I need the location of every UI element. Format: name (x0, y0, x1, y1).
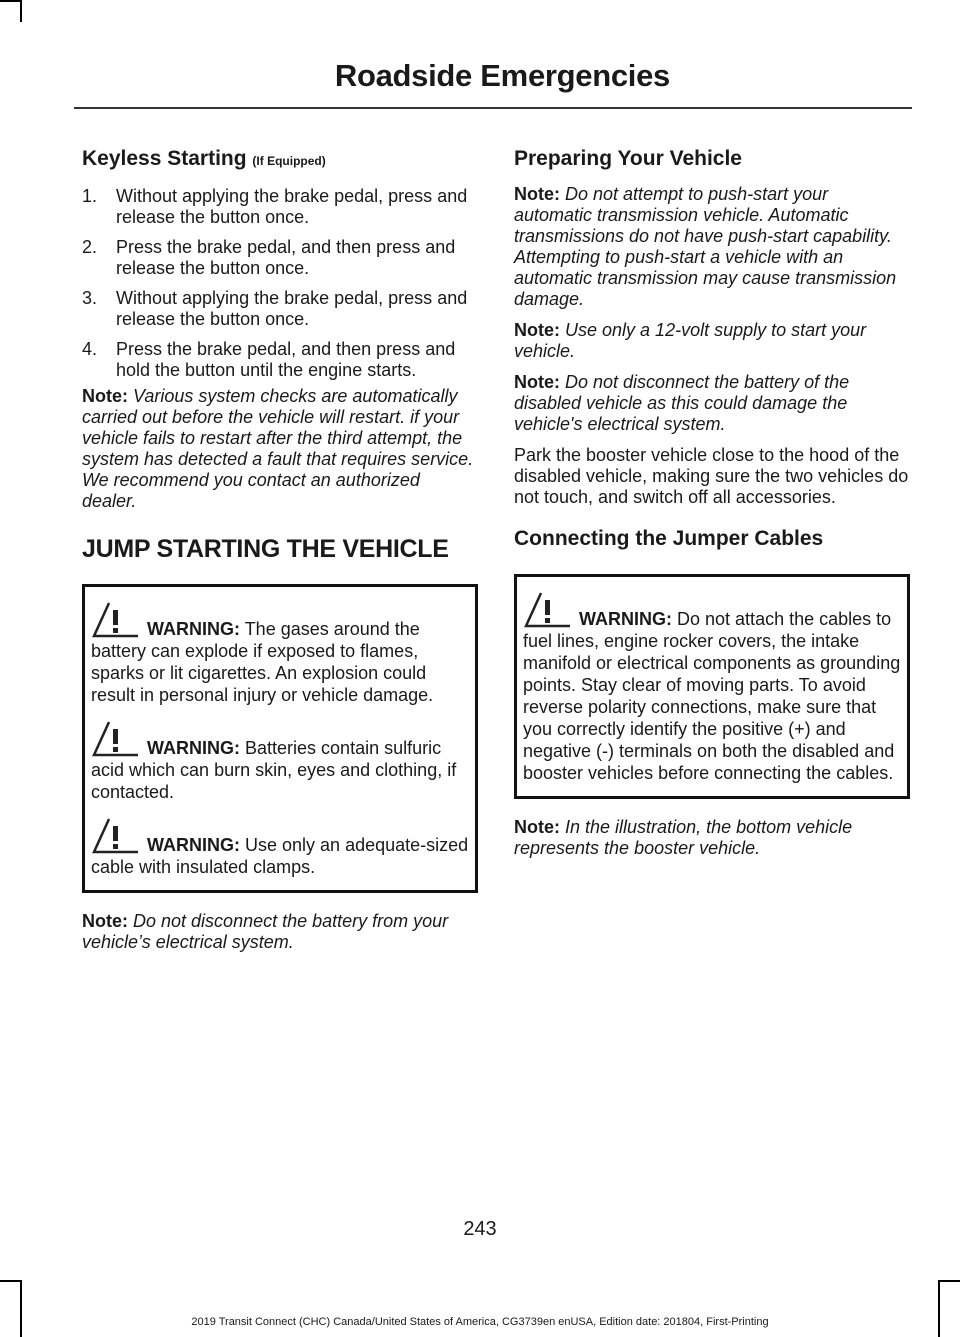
keyless-title: Keyless Starting (82, 147, 247, 170)
note-paragraph: Note: Use only a 12-volt supply to start your vehicle. (514, 320, 867, 361)
page-title: Roadside Emergencies (334, 58, 670, 93)
warning-icon (91, 720, 141, 758)
list-item: 4. Press the brake pedal, and then press and hold the button until the engine starts. (82, 339, 456, 380)
note-paragraph: Note: Various system checks are automatically carried out before the vehicle will restart. if your vehicle fails to restart after the third attempt, the system has detected a fault that requires service. We recommend you contact an authorized dealer. (82, 386, 474, 511)
crop-mark (20, 0, 22, 22)
keyless-qualifier: (If Equipped) (252, 154, 326, 168)
warning-item: WARNING: The gases around the battery can explode if exposed to flames, sparks or lit cigarettes. An explosion could result in personal injury or vehicle damage. (91, 601, 469, 706)
footer-text: 2019 Transit Connect (CHC) Canada/United States of America, CG3739en enUSA, Edition date: 201804, First-Printing (191, 1316, 769, 1328)
body-paragraph: Park the booster vehicle close to the hood of the disabled vehicle, making sure the two vehicles do not touch, and switch off all accessories. (514, 445, 909, 507)
connecting-cables-heading: Connecting the Jumper Cables (514, 527, 824, 550)
crop-mark (938, 1280, 940, 1337)
header-divider (74, 107, 912, 109)
note-paragraph: Note: Do not disconnect the battery from your vehicle’s electrical system. (82, 911, 449, 952)
keyless-steps-list (82, 186, 478, 381)
keyless-starting-heading (82, 146, 478, 174)
warning-box (514, 574, 910, 799)
preparing-vehicle-heading: Preparing Your Vehicle (514, 147, 742, 170)
crop-mark (0, 0, 22, 2)
note-paragraph: Note: Do not attempt to push-start your automatic transmission vehicle. Automatic transmissions do not have push-start capability. Attempting to push-start a vehicle with an automatic transmission may cause transmission damage. (514, 184, 897, 309)
list-item: 1. Without applying the brake pedal, press and release the button once. (82, 186, 468, 227)
page-number: 243 (463, 1218, 497, 1240)
crop-mark (20, 1280, 22, 1337)
left-column (82, 146, 478, 963)
crop-mark (938, 1280, 960, 1282)
note-paragraph: Note: Do not disconnect the battery of the disabled vehicle as this could damage the vehicle's electrical system. (514, 372, 850, 434)
right-column (514, 146, 910, 869)
warning-item: WARNING: Use only an adequate-sized cable with insulated clamps. (91, 817, 469, 878)
warning-icon (91, 601, 141, 639)
warning-box (82, 584, 478, 893)
warning-item: WARNING: Do not attach the cables to fuel lines, engine rocker covers, the intake manifold or electrical components as grounding points. Stay clear of moving parts. To avoid reverse polarity connections, make sure that you correctly identify the positive (+) and negative (-) terminals on both the disabled and booster vehicles before connecting the cables. (523, 591, 901, 784)
note-paragraph: Note: In the illustration, the bottom vehicle represents the booster vehicle. (514, 817, 853, 858)
warning-item: WARNING: Batteries contain sulfuric acid which can burn skin, eyes and clothing, if contacted. (91, 720, 469, 803)
warning-icon (523, 591, 573, 629)
warning-icon (91, 817, 141, 855)
section-heading: JUMP STARTING THE VEHICLE (82, 535, 449, 563)
list-item: 3. Without applying the brake pedal, press and release the button once. (82, 288, 468, 329)
list-item: 2. Press the brake pedal, and then press and release the button once. (82, 237, 456, 278)
crop-mark (0, 1280, 22, 1282)
